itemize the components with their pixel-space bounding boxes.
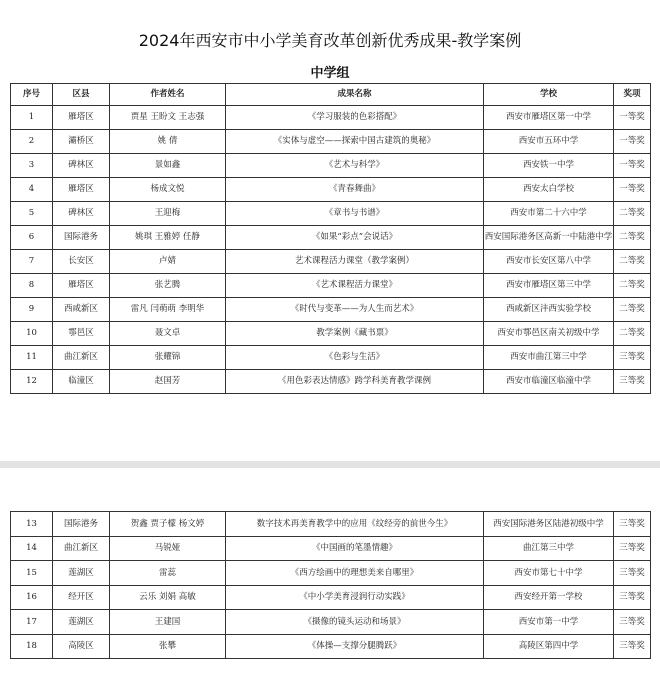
table-row [11, 130, 651, 154]
cell-district: 碑林区 [53, 154, 110, 178]
table-row [11, 346, 651, 370]
cell-school: 西安市长安区第八中学 [484, 250, 614, 274]
cell-work-title: 数字技术再美育教学中的应用《纹经旁的前世今生》 [226, 512, 484, 537]
table-row [11, 178, 651, 202]
cell-authors: 赵国芳 [110, 370, 226, 394]
cell-index: 4 [11, 178, 53, 202]
table-row [11, 634, 651, 659]
cell-authors: 卢婧 [110, 250, 226, 274]
cell-award: 三等奖 [614, 370, 651, 394]
cell-district: 国际港务 [53, 226, 110, 250]
cell-school: 西安国际港务区高新一中陆港中学 [484, 226, 614, 250]
cell-district: 高陵区 [53, 634, 110, 659]
cell-work-title: 《西方绘画中的理想美来自哪里》 [226, 561, 484, 586]
header-district: 区县 [53, 84, 110, 106]
cell-district: 雁塔区 [53, 274, 110, 298]
cell-work-title: 《青春舞曲》 [226, 178, 484, 202]
cell-index: 7 [11, 250, 53, 274]
cell-authors: 贺鑫 贾子檬 杨文婷 [110, 512, 226, 537]
cell-district: 临潼区 [53, 370, 110, 394]
cell-work-title: 《用色彩表达情感》跨学科美育教学课例 [226, 370, 484, 394]
header-authors: 作者姓名 [110, 84, 226, 106]
cell-work-title: 《摄像的镜头运动和场景》 [226, 610, 484, 635]
cell-district: 曲江新区 [53, 346, 110, 370]
cell-school: 西安经开第一学校 [484, 585, 614, 610]
cell-index: 16 [11, 585, 53, 610]
cell-district: 西咸新区 [53, 298, 110, 322]
table-row [11, 536, 651, 561]
cell-work-title: 《体操—支撑分腿腾跃》 [226, 634, 484, 659]
table-row [11, 298, 651, 322]
table-row [11, 226, 651, 250]
cell-index: 13 [11, 512, 53, 537]
cell-award: 三等奖 [614, 634, 651, 659]
cell-school: 西安市雁塔区第三中学 [484, 274, 614, 298]
cell-index: 2 [11, 130, 53, 154]
cell-work-title: 《章书与书谱》 [226, 202, 484, 226]
cell-authors: 王迎梅 [110, 202, 226, 226]
table-row [11, 370, 651, 394]
cell-work-title: 教学案例《藏书票》 [226, 322, 484, 346]
cell-authors: 王建国 [110, 610, 226, 635]
cell-district: 雁塔区 [53, 106, 110, 130]
cell-district: 灞桥区 [53, 130, 110, 154]
table-row [11, 250, 651, 274]
cell-work-title: 《中国画的笔墨情趣》 [226, 536, 484, 561]
cell-school: 西安市第二十六中学 [484, 202, 614, 226]
cell-authors: 姚琪 王雅婷 任静 [110, 226, 226, 250]
cell-work-title: 《艺术与科学》 [226, 154, 484, 178]
cell-award: 三等奖 [614, 561, 651, 586]
group-subtitle: 中学组 [310, 66, 350, 81]
cell-authors: 杨成文悦 [110, 178, 226, 202]
cell-district: 碑林区 [53, 202, 110, 226]
awards-table-page-2 [10, 511, 651, 659]
cell-authors: 张攀 [110, 634, 226, 659]
cell-authors: 聂文卓 [110, 322, 226, 346]
cell-authors: 云乐 刘娟 高敏 [110, 585, 226, 610]
cell-award: 三等奖 [614, 585, 651, 610]
table-header-row [11, 84, 651, 106]
table-row [11, 561, 651, 586]
cell-award: 二等奖 [614, 298, 651, 322]
cell-award: 一等奖 [614, 154, 651, 178]
cell-index: 15 [11, 561, 53, 586]
header-work-title: 成果名称 [226, 84, 484, 106]
cell-award: 二等奖 [614, 250, 651, 274]
cell-school: 高陵区第四中学 [484, 634, 614, 659]
cell-index: 12 [11, 370, 53, 394]
cell-index: 9 [11, 298, 53, 322]
cell-award: 一等奖 [614, 106, 651, 130]
cell-work-title: 《如果“彩点”会说话》 [226, 226, 484, 250]
cell-school: 西安太白学校 [484, 178, 614, 202]
cell-index: 1 [11, 106, 53, 130]
cell-work-title: 艺术课程活力课堂（教学案例） [226, 250, 484, 274]
table-row [11, 202, 651, 226]
cell-authors: 雷凡 闫萌萌 李明华 [110, 298, 226, 322]
page-break-divider [0, 461, 660, 468]
cell-authors: 贾星 王盼文 王志强 [110, 106, 226, 130]
table-row [11, 610, 651, 635]
cell-award: 一等奖 [614, 130, 651, 154]
cell-authors: 马锐娅 [110, 536, 226, 561]
cell-index: 6 [11, 226, 53, 250]
table-row [11, 106, 651, 130]
cell-district: 经开区 [53, 585, 110, 610]
cell-work-title: 《实体与虚空——探索中国古建筑的奥秘》 [226, 130, 484, 154]
cell-index: 3 [11, 154, 53, 178]
cell-index: 14 [11, 536, 53, 561]
cell-work-title: 《艺术课程活力课堂》 [226, 274, 484, 298]
cell-award: 二等奖 [614, 226, 651, 250]
cell-district: 鄠邑区 [53, 322, 110, 346]
cell-index: 10 [11, 322, 53, 346]
cell-index: 17 [11, 610, 53, 635]
cell-school: 西安市曲江第三中学 [484, 346, 614, 370]
table-row [11, 512, 651, 537]
cell-district: 曲江新区 [53, 536, 110, 561]
cell-work-title: 《时代与变革——为人生而艺术》 [226, 298, 484, 322]
table-row [11, 274, 651, 298]
cell-work-title: 《中小学美育浸润行动实践》 [226, 585, 484, 610]
cell-authors: 姚 倩 [110, 130, 226, 154]
cell-award: 二等奖 [614, 274, 651, 298]
cell-school: 西安市临潼区临潼中学 [484, 370, 614, 394]
cell-award: 三等奖 [614, 346, 651, 370]
cell-school: 西安市鄠邑区南关初级中学 [484, 322, 614, 346]
cell-work-title: 《学习服装的色彩搭配》 [226, 106, 484, 130]
cell-district: 莲湖区 [53, 561, 110, 586]
table-row [11, 322, 651, 346]
cell-award: 三等奖 [614, 512, 651, 537]
cell-school: 西安市第七十中学 [484, 561, 614, 586]
cell-school: 西安市第一中学 [484, 610, 614, 635]
cell-district: 国际港务 [53, 512, 110, 537]
cell-award: 二等奖 [614, 202, 651, 226]
cell-index: 8 [11, 274, 53, 298]
cell-index: 11 [11, 346, 53, 370]
cell-authors: 张耀锦 [110, 346, 226, 370]
cell-school: 西安国际港务区陆港初级中学 [484, 512, 614, 537]
cell-school: 西咸新区沣西实验学校 [484, 298, 614, 322]
cell-index: 18 [11, 634, 53, 659]
cell-authors: 张艺腾 [110, 274, 226, 298]
cell-index: 5 [11, 202, 53, 226]
page-title: 2024年西安市中小学美育改革创新优秀成果-教学案例 [138, 31, 522, 50]
cell-award: 一等奖 [614, 178, 651, 202]
cell-district: 莲湖区 [53, 610, 110, 635]
cell-award: 二等奖 [614, 322, 651, 346]
header-school: 学校 [484, 84, 614, 106]
cell-district: 雁塔区 [53, 178, 110, 202]
header-award: 奖项 [614, 84, 651, 106]
cell-school: 西安市五环中学 [484, 130, 614, 154]
cell-authors: 雷蕊 [110, 561, 226, 586]
cell-school: 曲江第三中学 [484, 536, 614, 561]
cell-award: 三等奖 [614, 536, 651, 561]
cell-district: 长安区 [53, 250, 110, 274]
table-row [11, 154, 651, 178]
awards-table-page-1 [10, 83, 651, 394]
cell-work-title: 《色彩与生活》 [226, 346, 484, 370]
header-index: 序号 [11, 84, 53, 106]
table-row [11, 585, 651, 610]
cell-award: 三等奖 [614, 610, 651, 635]
cell-school: 西安市雁塔区第一中学 [484, 106, 614, 130]
cell-school: 西安铁一中学 [484, 154, 614, 178]
cell-authors: 景如鑫 [110, 154, 226, 178]
